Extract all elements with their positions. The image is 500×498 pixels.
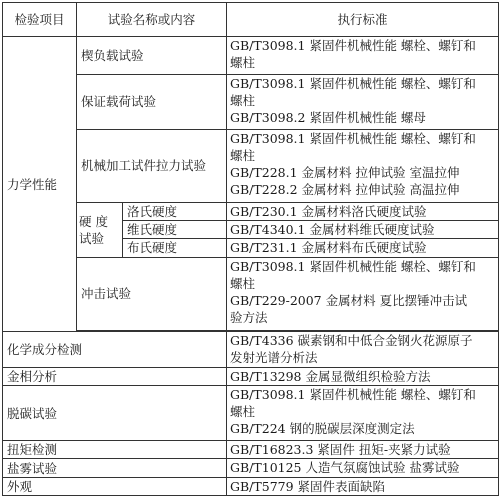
test-hardness: 硬 度 试验	[77, 202, 123, 257]
test-guarantee-load: 保证载荷试验	[77, 75, 227, 130]
standard-machined-tensile: GB/T3098.1 紧固件机械性能 螺栓、螺钉和 螺柱 GB/T228.1 金属材料 拉伸试验 室温拉伸 GB/T228.2 金属材料 拉伸试验 高温拉伸	[227, 129, 499, 202]
header-standard: 执行标准	[227, 3, 499, 37]
standard-rockwell: GB/T230.1 金属材料洛氏硬度试验	[227, 202, 499, 220]
standard-brinell: GB/T231.1 金属材料布氏硬度试验	[227, 239, 499, 257]
standard-torque: GB/T16823.3 紧固件 扭矩-夹紧力试验	[227, 441, 499, 459]
table-row	[3, 202, 499, 220]
category-salt-spray: 盐雾试验	[3, 459, 227, 477]
standard-decarburization: GB/T3098.1 紧固件机械性能 螺栓、螺钉和 螺柱 GB/T224 钢的脱碳层深度测定法	[227, 386, 499, 441]
header-row	[3, 3, 499, 37]
table-row	[3, 37, 499, 75]
test-proof-load: 楔负载试验	[77, 37, 227, 75]
table-row	[3, 257, 499, 330]
table-row	[3, 331, 499, 368]
header-test-name: 试验名称或内容	[77, 3, 227, 37]
category-metallography: 金相分析	[3, 368, 227, 386]
test-vickers: 维氏硬度	[123, 221, 227, 239]
standard-appearance: GB/T5779 紧固件表面缺陷	[227, 477, 499, 495]
table-row	[3, 477, 499, 495]
standard-chemical: GB/T4336 碳素钢和中低合金钢火花源原子 发射光谱分析法	[227, 331, 499, 368]
category-decarburization: 脱碳试验	[3, 386, 227, 441]
standard-salt-spray: GB/T10125 人造气氛腐蚀试验 盐雾试验	[227, 459, 499, 477]
category-chemical: 化学成分检测	[3, 331, 227, 368]
table-row	[3, 75, 499, 130]
test-machined-tensile: 机械加工试件拉力试验	[77, 129, 227, 202]
table-row	[3, 129, 499, 202]
table-row	[3, 368, 499, 386]
category-appearance: 外观	[3, 477, 227, 495]
test-impact: 冲击试验	[77, 257, 227, 330]
standard-metallography: GB/T13298 金属显微组织检验方法	[227, 368, 499, 386]
table-row	[3, 459, 499, 477]
standard-proof-load: GB/T3098.1 紧固件机械性能 螺栓、螺钉和 螺柱	[227, 37, 499, 75]
standard-guarantee-load: GB/T3098.1 紧固件机械性能 螺栓、螺钉和 螺柱 GB/T3098.2 紧固件机械性能 螺母	[227, 75, 499, 130]
inspection-standards-table	[2, 2, 499, 496]
table-row	[3, 441, 499, 459]
test-brinell: 布氏硬度	[123, 239, 227, 257]
standard-impact: GB/T3098.1 紧固件机械性能 螺栓、螺钉和 螺柱 GB/T229-2007 金属材料 夏比摆锤冲击试 验方法	[227, 257, 499, 330]
category-mechanical: 力学性能	[3, 37, 77, 331]
header-inspection-item: 检验项目	[3, 3, 77, 37]
table-row	[3, 386, 499, 441]
standard-vickers: GB/T4340.1 金属材料维氏硬度试验	[227, 221, 499, 239]
test-rockwell: 洛氏硬度	[123, 202, 227, 220]
category-torque: 扭矩检测	[3, 441, 227, 459]
